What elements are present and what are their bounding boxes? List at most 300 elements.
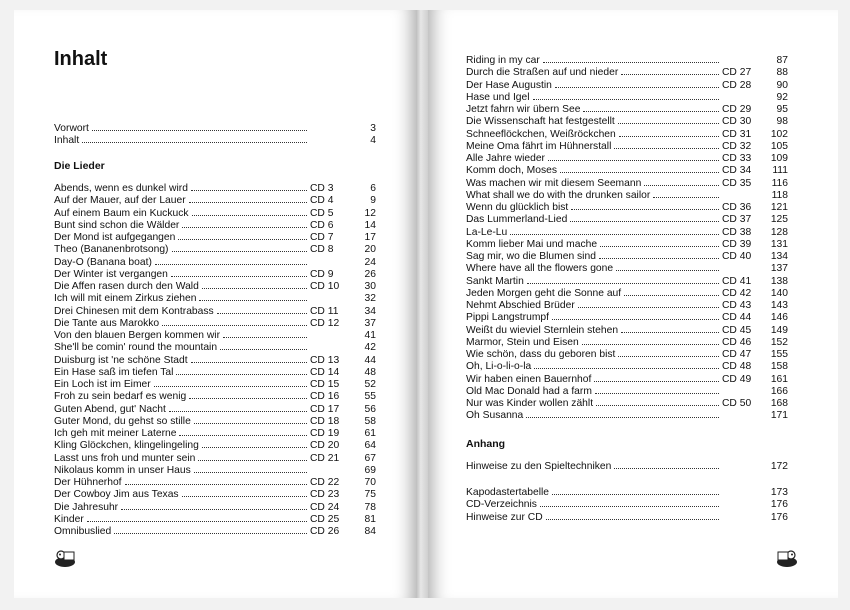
entry-page-number: 118 (771, 189, 788, 201)
entry-title: La-Le-Lu (466, 226, 508, 238)
entry-title: Jeden Morgen geht die Sonne auf (466, 287, 622, 299)
toc-entry (466, 373, 788, 385)
entry-title: Oh Susanna (466, 410, 524, 422)
entry-title: CD-Verzeichnis (466, 499, 537, 511)
entry-cd-track: CD 22 (310, 477, 340, 488)
dot-leader (510, 226, 719, 235)
dot-leader (570, 213, 719, 222)
entry-page-number: 52 (364, 379, 376, 390)
entry-cd-track: CD 38 (722, 226, 752, 238)
dot-leader (546, 511, 719, 520)
entry-cd-track: CD 50 (722, 398, 752, 409)
entry-page-number: 6 (370, 183, 376, 194)
entry-title: Nehmt Abschied Brüder (466, 300, 575, 311)
entry-cd-track: CD 6 (310, 219, 334, 231)
entry-title: Jetzt fahrn wir übern See (466, 104, 581, 115)
toc-entry (54, 243, 376, 255)
entry-page-number: 149 (770, 324, 788, 336)
entry-cd-track: CD 21 (310, 452, 340, 464)
entry-title: Das Lummerland-Lied (466, 214, 568, 226)
entry-cd-track: CD 42 (722, 287, 752, 299)
toc-entry (54, 317, 376, 329)
entry-cd-track: CD 12 (310, 317, 340, 329)
entry-page-number: 4 (370, 135, 376, 147)
entry-page-number: 41 (364, 330, 376, 341)
toc-entry (54, 390, 376, 402)
entry-page-number: 81 (364, 513, 376, 525)
entry-title: Drei Chinesen mit dem Kontrabass (54, 305, 214, 317)
dot-leader (198, 452, 307, 461)
entry-page-number: 14 (364, 219, 376, 231)
entry-page-number: 88 (776, 67, 788, 79)
entry-cd-track: CD 3 (310, 183, 334, 194)
toc-entry (466, 324, 788, 336)
entry-title: Alle Jahre wieder (466, 153, 545, 164)
entry-page-number: 134 (770, 251, 788, 262)
dot-leader (614, 460, 719, 469)
entry-title: Meine Oma fährt im Hühnerstall (466, 140, 612, 152)
entry-page-number: 56 (364, 403, 376, 415)
entry-title: Von den blauen Bergen kommen wir (54, 330, 220, 341)
toc-entry (54, 134, 376, 146)
entry-page-number: 111 (772, 165, 788, 177)
dot-leader (182, 488, 307, 497)
entry-page-number: 37 (364, 317, 376, 329)
entry-title: Weißt du wieviel Sternlein stehen (466, 324, 619, 336)
dot-leader (533, 91, 719, 100)
toc-entry (54, 182, 376, 194)
entry-cd-track: CD 7 (310, 232, 334, 243)
dot-leader (534, 360, 719, 369)
toc-entry (466, 299, 788, 311)
entry-title: Nur was Kinder wollen zählt (466, 398, 594, 409)
entry-page-number: 61 (364, 428, 376, 439)
dot-leader (560, 164, 719, 173)
entry-page-number: 176 (770, 499, 788, 511)
toc-entry (466, 275, 788, 287)
dot-leader (527, 275, 719, 284)
entry-page-number: 173 (770, 487, 788, 498)
dot-leader (552, 311, 719, 320)
toc-entry (54, 525, 376, 537)
dot-leader (571, 201, 719, 210)
entry-page-number: 158 (770, 361, 788, 373)
entry-page-number: 48 (364, 366, 376, 378)
entry-cd-track: CD 9 (310, 268, 334, 280)
dot-leader (202, 280, 307, 289)
entry-page-number: 143 (770, 300, 788, 311)
left-page (14, 10, 416, 598)
dot-leader (176, 366, 307, 375)
dot-leader (217, 305, 307, 314)
dot-leader (596, 397, 719, 406)
dot-leader (621, 66, 719, 75)
dot-leader (92, 122, 307, 131)
dot-leader (594, 373, 719, 382)
toc-entry (54, 341, 376, 353)
entry-page-number: 98 (776, 116, 788, 128)
toc-entry (466, 409, 788, 421)
entry-page-number: 166 (770, 385, 788, 397)
entry-title: Die Tante aus Marokko (54, 317, 160, 329)
dot-leader (582, 336, 719, 345)
entry-title: Der Cowboy Jim aus Texas (54, 489, 179, 501)
toc-entry (54, 354, 376, 366)
dot-leader (548, 152, 719, 161)
appendix-list-first (466, 460, 788, 472)
entry-cd-track: CD 48 (722, 361, 752, 373)
dot-leader (595, 385, 719, 394)
entry-title: Sankt Martin (466, 275, 524, 287)
entry-title: Sag mir, wo die Blumen sind (466, 251, 596, 262)
entry-title: Guten Abend, gut' Nacht (54, 403, 166, 415)
dot-leader (614, 140, 719, 149)
entry-title: What shall we do with the drunken sailor (466, 189, 651, 201)
dot-leader (189, 194, 307, 203)
toc-entry (466, 213, 788, 225)
entry-cd-track: CD 13 (310, 354, 340, 366)
toc-entry (54, 280, 376, 292)
entry-title: Ein Hase saß im tiefen Tal (54, 366, 174, 378)
dot-leader (179, 427, 307, 436)
entry-page-number: 116 (771, 177, 788, 189)
dot-leader (169, 403, 307, 412)
entry-cd-track: CD 46 (722, 336, 752, 348)
toc-entry (466, 140, 788, 152)
entry-title: Ich geh mit meiner Laterne (54, 428, 177, 439)
dot-leader (121, 501, 307, 510)
entry-title: Durch die Straßen auf und nieder (466, 67, 619, 79)
entry-cd-track: CD 32 (722, 140, 752, 152)
mascot-icon (774, 548, 800, 568)
right-page (428, 10, 838, 598)
toc-entry (54, 122, 376, 134)
toc-entry (54, 268, 376, 280)
song-list-left (54, 182, 376, 537)
dot-leader (155, 256, 307, 265)
entry-title: Lasst uns froh und munter sein (54, 452, 196, 464)
entry-cd-track: CD 29 (722, 104, 752, 115)
toc-entry (466, 287, 788, 299)
toc-entry (54, 415, 376, 427)
entry-cd-track: CD 33 (722, 153, 752, 164)
dot-leader (87, 513, 307, 522)
entry-cd-track: CD 44 (722, 312, 752, 324)
dot-leader (178, 231, 307, 240)
entry-page-number: 172 (770, 461, 788, 472)
entry-page-number: 109 (770, 153, 788, 164)
toc-entry (54, 476, 376, 488)
entry-page-number: 84 (364, 526, 376, 537)
entry-page-number: 3 (370, 123, 376, 134)
toc-entry (466, 385, 788, 397)
entry-title: Oh, Li-o-li-o-la (466, 361, 532, 373)
entry-page-number: 137 (770, 263, 788, 275)
entry-title: Vorwort (54, 123, 89, 134)
entry-cd-track: CD 31 (722, 128, 752, 140)
entry-cd-track: CD 40 (722, 251, 752, 262)
dot-leader (624, 287, 719, 296)
entry-page-number: 155 (770, 349, 788, 360)
entry-page-number: 30 (364, 281, 376, 292)
entry-cd-track: CD 41 (722, 275, 752, 287)
entry-cd-track: CD 17 (310, 403, 340, 415)
entry-cd-track: CD 5 (310, 207, 334, 219)
dot-leader (194, 464, 307, 473)
entry-page-number: 55 (364, 391, 376, 403)
entry-title: Kapodastertabelle (466, 487, 550, 498)
entry-page-number: 171 (770, 410, 788, 422)
toc-entry (466, 152, 788, 164)
dot-leader (191, 354, 307, 363)
entry-page-number: 58 (364, 415, 376, 427)
entry-title: Wie schön, dass du geboren bist (466, 349, 616, 360)
toc-entry (466, 348, 788, 360)
entry-cd-track: CD 43 (722, 300, 752, 311)
entry-title: Old Mac Donald had a farm (466, 385, 592, 397)
toc-entry (466, 128, 788, 140)
entry-cd-track: CD 15 (310, 379, 340, 390)
dot-leader (526, 409, 719, 418)
toc-entry (466, 189, 788, 201)
dot-leader (194, 415, 307, 424)
entry-title: Der Hühnerhof (54, 477, 122, 488)
dot-leader (552, 486, 719, 495)
toc-entry (466, 360, 788, 372)
dot-leader (191, 182, 307, 191)
entry-title: Ein Loch ist im Eimer (54, 379, 151, 390)
dot-leader (220, 341, 307, 350)
entry-page-number: 121 (770, 202, 788, 213)
entry-page-number: 67 (364, 452, 376, 464)
toc-entry (54, 439, 376, 451)
toc-entry (54, 452, 376, 464)
entry-page-number: 70 (364, 477, 376, 488)
toc-entry (54, 427, 376, 439)
entry-title: Hase und Igel (466, 91, 530, 103)
entry-page-number: 128 (770, 226, 788, 238)
dot-leader (619, 128, 719, 137)
entry-cd-track: CD 14 (310, 366, 340, 378)
dot-leader (540, 498, 719, 507)
dot-leader (618, 115, 719, 124)
entry-title: Hinweise zu den Spieltechniken (466, 461, 612, 472)
toc-entry (466, 511, 788, 523)
entry-cd-track: CD 35 (722, 177, 752, 189)
entry-page-number: 92 (776, 91, 788, 103)
dot-leader (600, 238, 719, 247)
toc-entry (466, 66, 788, 78)
entry-cd-track: CD 30 (722, 116, 752, 128)
entry-page-number: 69 (364, 464, 376, 476)
toc-entry (466, 115, 788, 127)
toc-entry (54, 366, 376, 378)
toc-entry (54, 329, 376, 341)
dot-leader (162, 317, 307, 326)
toc-entry (466, 262, 788, 274)
toc-entry (54, 305, 376, 317)
entry-page-number: 44 (364, 354, 376, 366)
entry-title: Hinweise zur CD (466, 511, 543, 523)
entry-page-number: 105 (770, 140, 788, 152)
dot-leader (543, 54, 719, 63)
toc-entry (466, 460, 788, 472)
toc-entry (54, 231, 376, 243)
song-list-right (466, 54, 788, 422)
entry-title: Duisburg ist 'ne schöne Stadt (54, 354, 188, 366)
toc-entry (54, 219, 376, 231)
entry-cd-track: CD 4 (310, 195, 334, 207)
entry-page-number: 140 (770, 287, 788, 299)
entry-title: Die Wissenschaft hat festgestellt (466, 116, 615, 128)
entry-cd-track: CD 45 (722, 324, 752, 336)
entry-cd-track: CD 34 (722, 165, 752, 177)
toc-entry (54, 194, 376, 206)
mascot-icon (52, 548, 78, 568)
entry-page-number: 42 (364, 342, 376, 354)
entry-title: Schneeflöckchen, Weißröckchen (466, 128, 616, 140)
entry-title: Froh zu sein bedarf es wenig (54, 391, 187, 403)
entry-title: She'll be comin' round the mountain (54, 342, 218, 354)
entry-page-number: 176 (770, 511, 788, 523)
toc-entry (466, 397, 788, 409)
toc-entry (54, 513, 376, 525)
toc-entry (54, 488, 376, 500)
entry-cd-track: CD 27 (722, 67, 752, 79)
entry-title: Day-O (Banana boat) (54, 256, 152, 268)
dot-leader (555, 79, 719, 88)
section-title-songs: Die Lieder (54, 160, 105, 172)
entry-cd-track: CD 26 (310, 526, 340, 537)
entry-cd-track: CD 24 (310, 501, 340, 513)
entry-title: Riding in my car (466, 55, 540, 66)
toc-entry (466, 201, 788, 213)
entry-title: Auf einem Baum ein Kuckuck (54, 207, 189, 219)
entry-page-number: 152 (770, 336, 788, 348)
toc-entry (466, 91, 788, 103)
entry-page-number: 125 (770, 214, 788, 226)
entry-cd-track: CD 19 (310, 428, 340, 439)
entry-page-number: 87 (776, 55, 788, 66)
entry-title: Der Mond ist aufgegangen (54, 232, 176, 243)
toc-entry (54, 207, 376, 219)
dot-leader (583, 103, 719, 112)
dot-leader (125, 476, 307, 485)
entry-page-number: 17 (364, 232, 376, 243)
entry-cd-track: CD 11 (310, 305, 339, 317)
dot-leader (114, 525, 307, 534)
toc-entry (54, 464, 376, 476)
dot-leader (202, 439, 307, 448)
entry-page-number: 168 (770, 398, 788, 409)
entry-cd-track: CD 10 (310, 281, 340, 292)
entry-page-number: 78 (364, 501, 376, 513)
dot-leader (182, 219, 307, 228)
entry-cd-track: CD 8 (310, 244, 334, 256)
dot-leader (653, 189, 719, 198)
entry-cd-track: CD 39 (722, 238, 752, 250)
toc-entry (466, 311, 788, 323)
toc-entry (466, 103, 788, 115)
toc-entry (54, 292, 376, 304)
toc-entry (466, 177, 788, 189)
entry-title: Omnibuslied (54, 526, 112, 537)
entry-page-number: 75 (364, 489, 376, 501)
entry-cd-track: CD 37 (722, 214, 752, 226)
toc-entry (54, 256, 376, 268)
toc-entry (54, 378, 376, 390)
page-title: Inhalt (54, 48, 108, 70)
section-title-appendix: Anhang (466, 438, 506, 450)
entry-title: Guter Mond, du gehst so stille (54, 415, 191, 427)
entry-page-number: 20 (364, 244, 376, 256)
entry-title: Die Jahresuhr (54, 501, 119, 513)
entry-page-number: 34 (364, 305, 376, 317)
toc-entry (466, 79, 788, 91)
entry-page-number: 102 (770, 128, 788, 140)
dot-leader (599, 250, 719, 259)
entry-title: Die Affen rasen durch den Wald (54, 281, 199, 292)
entry-page-number: 26 (364, 268, 376, 280)
entry-title: Wir haben einen Bauernhof (466, 373, 592, 385)
entry-page-number: 161 (770, 373, 788, 385)
entry-page-number: 95 (776, 104, 788, 115)
entry-title: Inhalt (54, 135, 80, 147)
entry-title: Kinder (54, 513, 84, 525)
entry-title: Ich will mit einem Zirkus ziehen (54, 293, 197, 305)
entry-title: Marmor, Stein und Eisen (466, 336, 579, 348)
entry-cd-track: CD 47 (722, 349, 752, 360)
entry-page-number: 32 (364, 293, 376, 305)
dot-leader (621, 324, 719, 333)
toc-entry (466, 250, 788, 262)
entry-title: Der Winter ist vergangen (54, 268, 168, 280)
entry-page-number: 138 (770, 275, 788, 287)
entry-title: Wenn du glücklich bist (466, 202, 569, 213)
entry-cd-track: CD 49 (722, 373, 752, 385)
dot-leader (199, 292, 307, 301)
toc-entry (466, 164, 788, 176)
entry-page-number: 9 (370, 195, 376, 207)
entry-cd-track: CD 23 (310, 489, 340, 501)
entry-title: Was machen wir mit diesem Seemann (466, 177, 642, 189)
dot-leader (616, 262, 719, 271)
toc-entry (54, 403, 376, 415)
entry-title: Komm doch, Moses (466, 165, 557, 177)
entry-title: Abends, wenn es dunkel wird (54, 183, 188, 194)
entry-title: Where have all the flowers gone (466, 263, 614, 275)
dot-leader (154, 378, 307, 387)
entry-page-number: 146 (770, 312, 788, 324)
dot-leader (618, 348, 719, 357)
entry-title: Der Hase Augustin (466, 79, 552, 91)
entry-page-number: 131 (770, 238, 788, 250)
dot-leader (644, 177, 719, 186)
entry-page-number: 64 (364, 440, 376, 452)
entry-title: Komm lieber Mai und mache (466, 238, 598, 250)
toc-entry (466, 498, 788, 510)
toc-entry (466, 486, 788, 498)
dot-leader (172, 243, 308, 252)
dot-leader (189, 390, 307, 399)
entry-title: Pippi Langstrumpf (466, 312, 549, 324)
toc-entry (466, 226, 788, 238)
appendix-list (466, 486, 788, 523)
entry-cd-track: CD 20 (310, 440, 340, 452)
entry-cd-track: CD 28 (722, 79, 752, 91)
entry-title: Bunt sind schon die Wälder (54, 219, 180, 231)
entry-title: Auf der Mauer, auf der Lauer (54, 195, 186, 207)
